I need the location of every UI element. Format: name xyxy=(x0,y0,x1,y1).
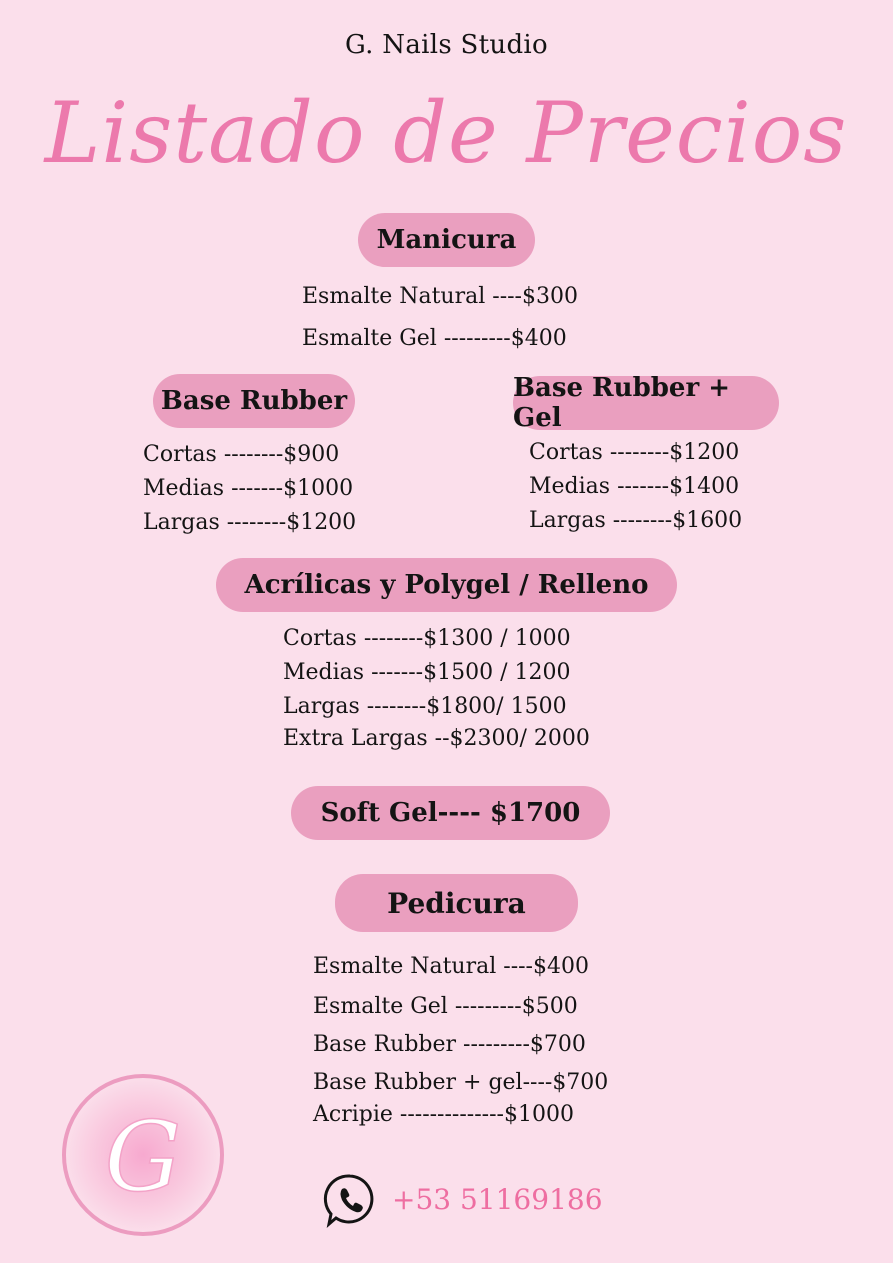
list-item: Medias -------$1000 xyxy=(143,476,354,501)
list-item: Base Rubber + gel----$700 xyxy=(313,1070,609,1095)
list-item: Base Rubber ---------$700 xyxy=(313,1032,586,1057)
list-item: Cortas --------$900 xyxy=(143,442,340,467)
list-item: Cortas --------$1300 / 1000 xyxy=(283,626,571,651)
list-item: Largas --------$1600 xyxy=(529,508,743,533)
whatsapp-phone-icon xyxy=(323,1172,377,1228)
page-title-text: Listado de Precios xyxy=(44,84,848,182)
studio-name: G. Nails Studio xyxy=(345,30,548,60)
section-title: Base Rubber + Gel xyxy=(513,373,731,433)
phone-number[interactable]: +53 51169186 xyxy=(392,1183,603,1216)
list-item: Esmalte Gel ---------$400 xyxy=(302,326,567,351)
section-header-base-rubber-gel xyxy=(513,373,779,433)
list-item: Acripie --------------$1000 xyxy=(313,1102,574,1127)
list-item: Extra Largas --$2300/ 2000 xyxy=(283,726,590,751)
section-header-acrilicas xyxy=(216,558,677,612)
list-item: Medias -------$1500 / 1200 xyxy=(283,660,571,685)
list-item: Largas --------$1800/ 1500 xyxy=(283,694,567,719)
list-item: Medias -------$1400 xyxy=(529,474,740,499)
list-item: Esmalte Natural ----$400 xyxy=(313,954,589,979)
page-title xyxy=(0,70,893,190)
section-header-soft-gel xyxy=(291,786,610,840)
section-title: Pedicura xyxy=(387,886,526,920)
list-item: Esmalte Natural ----$300 xyxy=(302,284,578,309)
section-title: Soft Gel---- $1700 xyxy=(320,798,581,828)
list-item: Esmalte Gel ---------$500 xyxy=(313,994,578,1019)
section-header-pedicura xyxy=(335,874,578,932)
section-header-manicura xyxy=(358,213,535,267)
studio-logo xyxy=(60,1072,226,1238)
section-title: Manicura xyxy=(376,225,517,255)
section-header-base-rubber xyxy=(153,374,355,428)
list-item: Largas --------$1200 xyxy=(143,510,357,535)
section-title: Base Rubber xyxy=(160,386,348,416)
list-item: Cortas --------$1200 xyxy=(529,440,740,465)
logo-letter: G xyxy=(104,1101,182,1213)
section-title: Acrílicas y Polygel / Relleno xyxy=(244,570,649,600)
